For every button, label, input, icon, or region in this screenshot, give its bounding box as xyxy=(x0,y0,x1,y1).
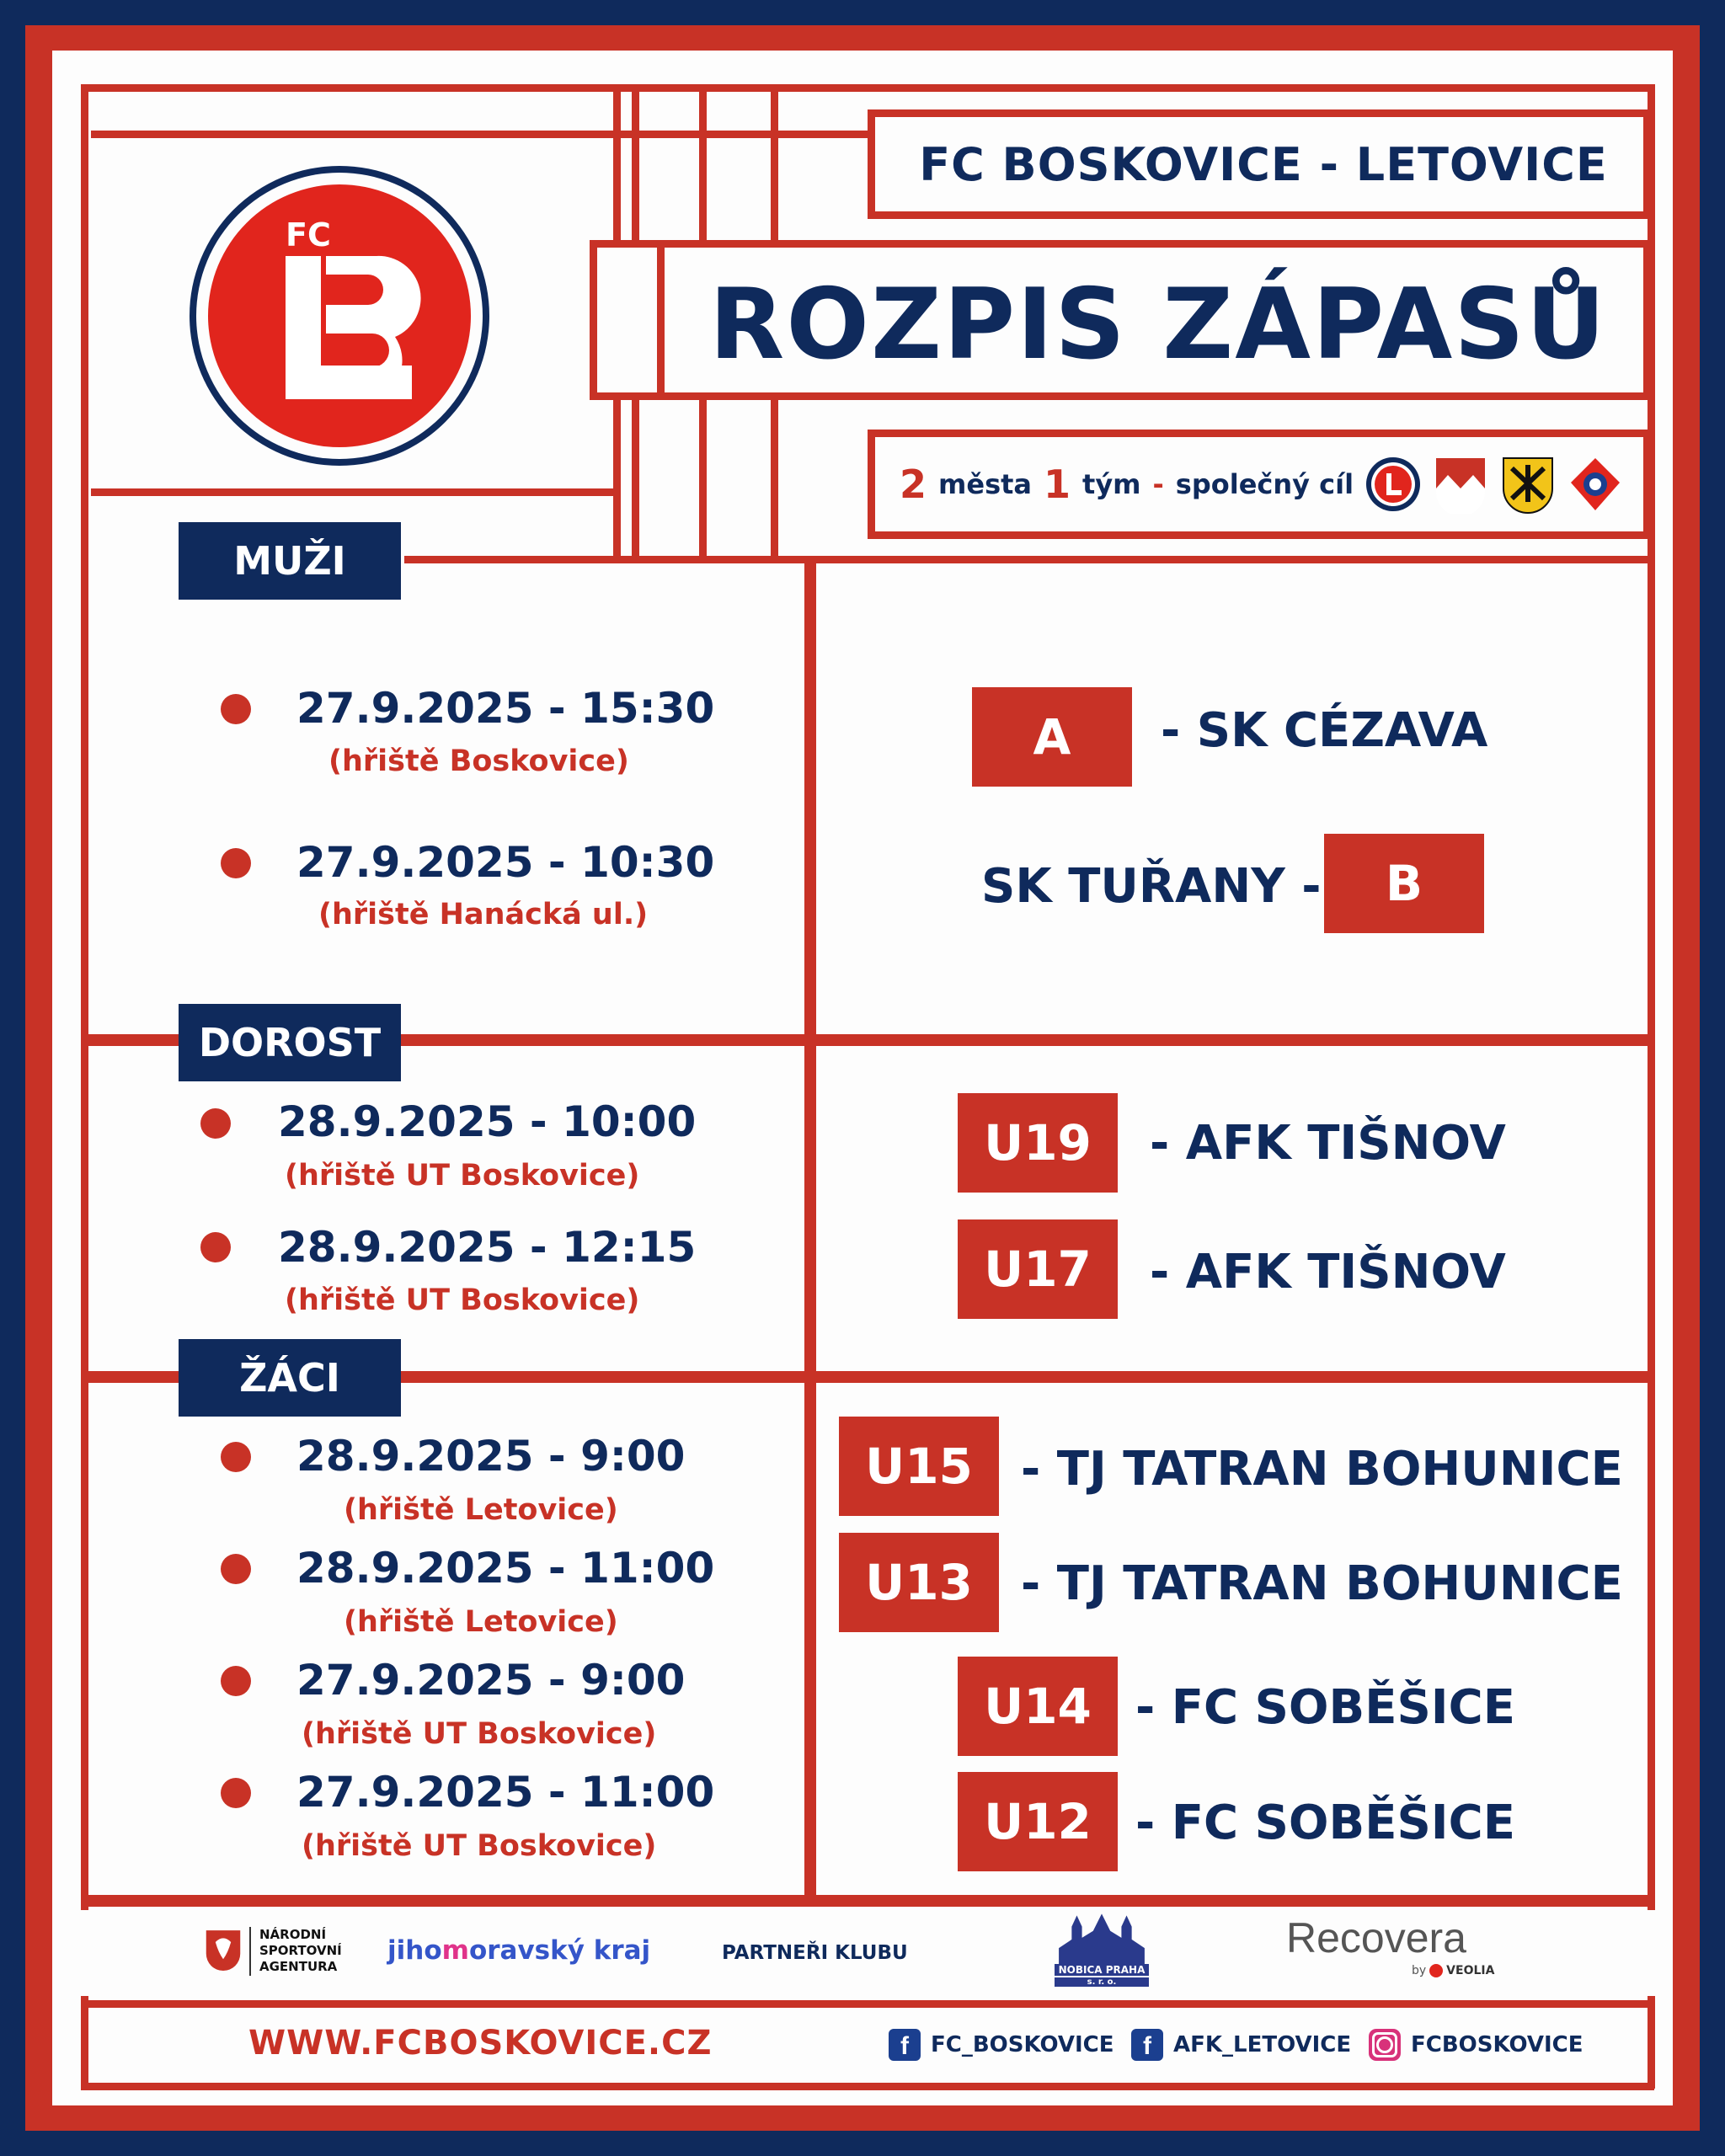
logo-fc-text: FC xyxy=(286,216,331,253)
club-title: FC BOSKOVICE - LETOVICE xyxy=(919,137,1608,191)
match-venue: (hřiště UT Boskovice) xyxy=(302,1829,657,1863)
opponent-name: - FC SOBĚŠICE xyxy=(1135,1796,1515,1850)
instagram-icon xyxy=(1369,2029,1401,2061)
opponent-name: - FC SOBĚŠICE xyxy=(1135,1680,1515,1735)
match-date: 27.9.2025 - 9:00 xyxy=(296,1656,686,1705)
bullet-dot xyxy=(221,1666,251,1696)
social-handle: FCBOSKOVICE xyxy=(1411,2032,1583,2057)
opponent-name: - TJ TATRAN BOHUNICE xyxy=(1021,1442,1623,1497)
crest-letovice-icon xyxy=(1433,455,1488,514)
bullet-dot xyxy=(200,1232,231,1262)
opponent-name: - AFK TIŠNOV xyxy=(1150,1116,1506,1171)
main-title: ROZPIS ZÁPASŮ xyxy=(709,267,1607,382)
recovera-logo: Recovera xyxy=(1286,1914,1466,1961)
bullet-dot xyxy=(221,1554,251,1584)
match-date: 27.9.2025 - 10:30 xyxy=(296,838,715,887)
motto xyxy=(876,438,1651,531)
match-venue: (hřiště UT Boskovice) xyxy=(302,1717,657,1751)
motto-word3: společný cíl xyxy=(1175,468,1354,500)
crest-boskovice-icon xyxy=(1500,455,1556,514)
frame-line xyxy=(657,240,665,400)
frame-line xyxy=(91,488,613,496)
match-date: 27.9.2025 - 15:30 xyxy=(296,684,715,733)
match-date: 28.9.2025 - 9:00 xyxy=(296,1432,686,1481)
nsa-divider xyxy=(249,1927,251,1976)
logo-lb-icon xyxy=(208,184,471,447)
facebook-icon: f xyxy=(1131,2029,1163,2061)
frame-line xyxy=(804,560,816,1899)
frame-line xyxy=(81,1996,88,2089)
nsa-lion-icon xyxy=(204,1927,243,1976)
crest-afk-icon xyxy=(1567,455,1623,514)
frame-line xyxy=(404,556,1651,563)
bullet-dot xyxy=(221,1778,251,1808)
opponent-name: - AFK TIŠNOV xyxy=(1150,1245,1506,1299)
match-venue: (hřiště Letovice) xyxy=(344,1605,618,1639)
opponent-name: SK TUŘANY - xyxy=(981,859,1322,914)
match-venue: (hřiště Hanácká ul.) xyxy=(318,898,649,931)
section-tab-zaci: ŽÁCI xyxy=(179,1339,401,1417)
jihomoravsky-kraj-logo: jihomoravský kraj xyxy=(387,1935,651,1966)
website-link[interactable]: WWW.FCBOSKOVICE.CZ xyxy=(248,2024,713,2063)
partners-label: PARTNEŘI KLUBU xyxy=(722,1942,908,1964)
match-date: 28.9.2025 - 12:15 xyxy=(278,1223,697,1272)
frame-line xyxy=(81,1895,1654,1907)
crest-fcb-icon xyxy=(1365,455,1421,514)
frame-line xyxy=(81,2083,1654,2090)
opponent-name: - TJ TATRAN BOHUNICE xyxy=(1021,1556,1623,1611)
section-tab-dorost: DOROST xyxy=(179,1004,401,1081)
match-venue: (hřiště UT Boskovice) xyxy=(285,1283,640,1317)
match-date: 27.9.2025 - 11:00 xyxy=(296,1768,715,1817)
opponent-name: - SK CÉZAVA xyxy=(1161,703,1488,758)
bullet-dot xyxy=(221,848,251,878)
club-logo xyxy=(190,166,489,466)
match-date: 28.9.2025 - 11:00 xyxy=(296,1544,715,1593)
nobica-text: NOBICA PRAHA xyxy=(1055,1964,1149,1976)
frame-line xyxy=(81,84,88,1910)
match-date: 28.9.2025 - 10:00 xyxy=(278,1097,697,1146)
team-badge: A xyxy=(972,687,1132,787)
bullet-dot xyxy=(221,1442,251,1472)
social-facebook-afkletovice[interactable] xyxy=(1131,2025,1351,2064)
social-handle: AFK_LETOVICE xyxy=(1173,2032,1352,2057)
facebook-icon: f xyxy=(889,2029,921,2061)
nobica-subtext: s. r. o. xyxy=(1055,1977,1149,1987)
match-venue: (hřiště Boskovice) xyxy=(328,744,629,778)
team-badge: U15 xyxy=(839,1417,999,1516)
team-badge: U19 xyxy=(958,1093,1118,1193)
social-facebook-fcboskovice[interactable] xyxy=(889,2025,1114,2064)
motto-num1: 2 xyxy=(900,462,927,507)
team-badge: U13 xyxy=(839,1533,999,1632)
bullet-dot xyxy=(221,694,251,724)
social-handle: FC_BOSKOVICE xyxy=(931,2032,1114,2057)
team-badge: U17 xyxy=(958,1219,1118,1319)
bullet-dot xyxy=(200,1108,231,1139)
section-tab-muzi: MUŽI xyxy=(179,522,401,600)
motto-num2: 1 xyxy=(1044,462,1071,507)
social-instagram-fcboskovice[interactable] xyxy=(1369,2025,1583,2064)
match-venue: (hřiště UT Boskovice) xyxy=(285,1159,640,1193)
frame-line xyxy=(81,2000,1654,2008)
team-badge: B xyxy=(1324,834,1484,933)
frame-line xyxy=(1648,1996,1655,2089)
frame-line xyxy=(81,84,1654,92)
match-venue: (hřiště Letovice) xyxy=(344,1493,618,1527)
motto-word2: tým xyxy=(1082,468,1141,500)
motto-dash: - xyxy=(1152,468,1164,500)
recovera-by: by VEOLIA xyxy=(1412,1964,1495,1977)
veolia-icon xyxy=(1429,1964,1443,1977)
team-badge: U14 xyxy=(958,1657,1118,1756)
nsa-text: NÁRODNÍ SPORTOVNÍ AGENTURA xyxy=(259,1927,342,1974)
motto-word1: města xyxy=(938,468,1032,500)
partners-row xyxy=(84,1912,1641,1996)
team-badge: U12 xyxy=(958,1772,1118,1871)
